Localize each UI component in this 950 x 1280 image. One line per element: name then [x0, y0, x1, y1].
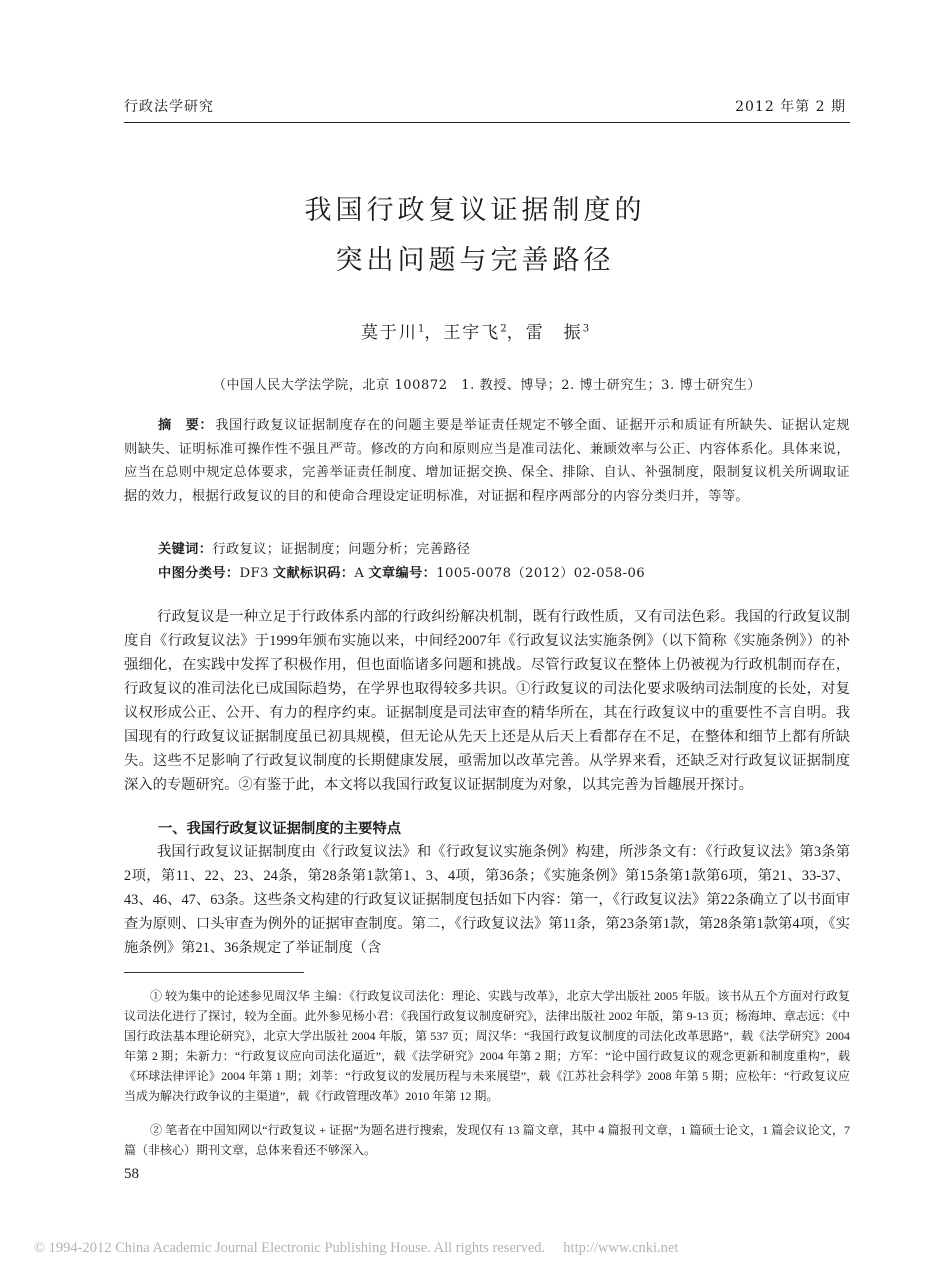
- section-heading: 一、我国行政复议证据制度的主要特点: [158, 821, 402, 837]
- author-affiliation-mark: 2: [500, 323, 507, 335]
- author-affiliation-mark: 1: [417, 323, 425, 335]
- clc-label: 中图分类号：: [158, 566, 240, 581]
- footnote-divider: [124, 972, 304, 973]
- author-separator: ，: [506, 323, 526, 343]
- author-name: 王宇飞: [443, 323, 501, 343]
- author-affiliation: （中国人民大学法学院，北京 100872 1. 教授、博导；2. 博士研究生；3. 博士研究生）: [212, 378, 762, 393]
- author-separator: ，: [424, 323, 444, 343]
- journal-name: 行政法学研究: [124, 99, 214, 115]
- abstract: [124, 414, 850, 508]
- abstract-text: 我国行政复议证据制度存在的问题主要是举证责任规定不够全面、证据开示和质证有所缺失、证据认定规则缺失、证明标准可操作性不强且严苛。修改的方向和原则应当是准司法化、兼顾效率与公正、内容体系化。具体来说，应当在总则中规定总体要求，完善举证责任制度、增加证据交换、保全、排除、自认、补强制度，限制复议机关所调取证据的效力，根据行政复议的目的和使命合理设定证明标准，对证据和程序两部分的内容分类归并，等等。: [124, 418, 850, 504]
- body-paragraph: 我国行政复议证据制度由《行政复议法》和《行政复议实施条例》构建，所涉条文有：《行政复议法》第3条第2项，第11、22、23、24条，第28条第1款第1、3、4项，第36条；《实施条例》第15条第1款第6项，第21、33-37、43、46、47、63条。这些条文构建的行政复议证据制度包括如下内容：第一，《行政复议法》第22条确立了以书面审查为原则、口头审查为例外的证据审查制度。第二，《行政复议法》第11条，第23条第1款，第28条第1款第4项，《实施条例》第21、36条规定了举证制度（含: [124, 844, 850, 956]
- clc-value: DF3: [239, 566, 269, 581]
- doc-code-value: A: [354, 566, 365, 581]
- page-number: 58: [124, 1166, 139, 1182]
- article-title-line-1: 我国行政复议证据制度的: [304, 195, 646, 226]
- keywords-label: 关键词：: [158, 542, 213, 557]
- doc-code-label: 文献标识码：: [272, 566, 355, 581]
- classification-line: [158, 562, 649, 581]
- author-name: 雷 振: [525, 323, 583, 343]
- header-divider: [124, 122, 850, 123]
- keywords-text: 行政复议；证据制度；问题分析；完善路径: [212, 542, 471, 557]
- article-number-value: 1005-0078（2012）02-058-06: [436, 566, 646, 581]
- author-name: 莫于川: [360, 323, 418, 343]
- author-affiliation-mark: 3: [582, 323, 590, 335]
- copyright-watermark: © 1994-2012 China Academic Journal Electronic Publishing House. All rights reserved. http://www.cnki.net: [34, 1240, 679, 1256]
- footnote: ① 较为集中的论述参见周汉华 主编：《行政复议司法化：理论、实践与改革》，北京大学出版社 2005 年版。该书从五个方面对行政复议司法化进行了探讨，较为全面。此外参见杨小君：《我国行政复议制度研究》，法律出版社 2002 年版，第 9-13 页；杨海坤、章志远：《中国行政法基本理论研究》，北京大学出版社 2004 年版，第 537 页；周汉华：“我国行政复议制度的司法化改革思路”，载《法学研究》2004 年第 2 期；朱新力：“行政复议应向司法化逼近”，载《法学研究》2004 年第 2 期；方军：“论中国行政复议的观念更新和制度重构”，载《环球法律评论》2004 年第 1 期；刘莘：“行政复议的发展历程与未来展望”，载《江苏社会科学》2008 年第 5 期；应松年：“行政复议应当成为解决行政争议的主渠道”，载《行政管理改革》2010 年第 12 期。: [124, 989, 850, 1103]
- author-list: [0, 318, 950, 343]
- article-title-line-2: 突出问题与完善路径: [335, 245, 615, 276]
- body-paragraph: 行政复议是一种立足于行政体系内部的行政纠纷解决机制，既有行政性质，又有司法色彩。我国的行政复议制度自《行政复议法》于1999年颁布实施以来，中间经2007年《行政复议法实施条例》（以下简称《实施条例》）的补强细化，在实践中发挥了积极作用，但也面临诸多问题和挑战。尽管行政复议在整体上仍被视为行政机制而存在，行政复议的准司法化已成国际趋势，在学界也取得较多共识。①行政复议的司法化要求吸纳司法制度的长处，对复议权形成公正、公开、有力的程序约束。证据制度是司法审查的精华所在，其在行政复议中的重要性不言自明。我国现有的行政复议证据制度虽已初具规模，但无论从先天上还是从后天上看都存在不足，在整体和细节上都有所缺失。这些不足影响了行政复议制度的长期健康发展，亟需加以改革完善。从学界来看，还缺乏对行政复议证据制度深入的专题研究。②有鉴于此，本文将以我国行政复议证据制度为对象，以其完善为旨趣展开探讨。: [124, 609, 850, 793]
- keywords: [158, 538, 471, 557]
- article-number-label: 文章编号：: [368, 566, 437, 581]
- abstract-label: 摘 要：: [158, 418, 214, 433]
- footnote: ② 笔者在中国知网以“行政复议 + 证据”为题名进行搜索，发现仅有 13 篇文章，其中 4 篇报刊文章，1 篇硕士论文，1 篇会议论文，7 篇（非核心）期刊文章，总体来看还不够深入。: [124, 1123, 850, 1157]
- issue-label: 2012 年第 2 期: [735, 99, 846, 115]
